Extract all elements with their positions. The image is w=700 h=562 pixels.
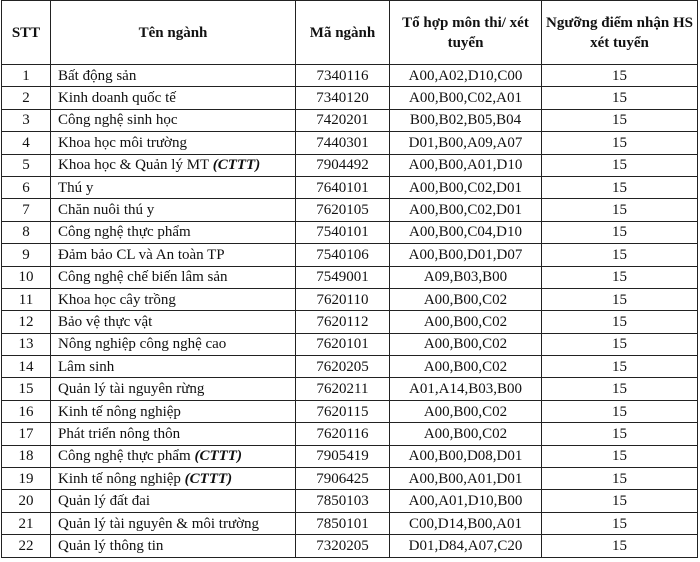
row-stt: 7 (2, 199, 51, 221)
row-major-name (51, 154, 296, 176)
row-major-code: 7540101 (296, 221, 390, 243)
row-score-threshold: 15 (542, 535, 698, 557)
row-major-code: 7620115 (296, 400, 390, 422)
row-stt: 19 (2, 468, 51, 490)
row-score-threshold: 15 (542, 512, 698, 534)
admissions-table (1, 0, 698, 558)
table-row (2, 154, 698, 176)
row-stt: 21 (2, 512, 51, 534)
major-name-text: Công nghệ thực phẩm (58, 224, 191, 241)
major-name-text: Chăn nuôi thú y (58, 202, 155, 219)
row-major-name (51, 356, 296, 378)
row-stt: 17 (2, 423, 51, 445)
major-name-text: Quản lý đất đai (58, 493, 151, 510)
row-score-threshold: 15 (542, 132, 698, 154)
row-stt: 12 (2, 311, 51, 333)
table-body (2, 65, 698, 558)
row-stt: 4 (2, 132, 51, 154)
table-row (2, 244, 698, 266)
row-score-threshold: 15 (542, 109, 698, 131)
row-subject-combination: A00,A02,D10,C00 (390, 65, 542, 87)
table-row (2, 87, 698, 109)
row-stt: 16 (2, 400, 51, 422)
row-subject-combination: A00,B00,A01,D01 (390, 468, 542, 490)
row-stt: 5 (2, 154, 51, 176)
row-score-threshold: 15 (542, 65, 698, 87)
row-subject-combination: B00,B02,B05,B04 (390, 109, 542, 131)
row-score-threshold: 15 (542, 311, 698, 333)
row-major-code: 7620205 (296, 356, 390, 378)
table-row (2, 445, 698, 467)
major-name-text: Thú y (58, 179, 94, 196)
major-name-text: Quản lý tài nguyên rừng (58, 381, 205, 398)
header-stt: STT (2, 1, 51, 65)
row-stt: 3 (2, 109, 51, 131)
row-subject-combination: A00,B00,C02,D01 (390, 176, 542, 198)
row-major-code: 7620116 (296, 423, 390, 445)
row-subject-combination: A00,B00,C02,D01 (390, 199, 542, 221)
header-score-threshold: Ngưỡng điểm nhận HS xét tuyển (542, 1, 698, 65)
row-major-name (51, 378, 296, 400)
major-name-text: Đảm bảo CL và An toàn TP (58, 246, 225, 263)
table-row (2, 288, 698, 310)
row-major-code: 7340120 (296, 87, 390, 109)
row-major-name (51, 288, 296, 310)
row-major-name (51, 333, 296, 355)
row-major-code: 7620105 (296, 199, 390, 221)
row-major-name (51, 311, 296, 333)
table-row (2, 132, 698, 154)
row-score-threshold: 15 (542, 221, 698, 243)
table-row (2, 176, 698, 198)
row-major-code: 7320205 (296, 535, 390, 557)
row-major-code: 7905419 (296, 445, 390, 467)
row-major-name (51, 468, 296, 490)
row-subject-combination: A00,B00,C04,D10 (390, 221, 542, 243)
row-score-threshold: 15 (542, 154, 698, 176)
row-stt: 8 (2, 221, 51, 243)
major-name-text: Công nghệ sinh học (58, 112, 178, 129)
program-tag: (CTTT) (212, 157, 261, 174)
row-subject-combination: C00,D14,B00,A01 (390, 512, 542, 534)
table-row (2, 423, 698, 445)
row-major-name (51, 266, 296, 288)
row-subject-combination: A00,B00,A01,D10 (390, 154, 542, 176)
row-subject-combination: D01,D84,A07,C20 (390, 535, 542, 557)
major-name-text: Khoa học cây trồng (58, 291, 176, 308)
row-score-threshold: 15 (542, 490, 698, 512)
major-name-text: Nông nghiệp công nghệ cao (58, 336, 227, 353)
row-major-code: 7906425 (296, 468, 390, 490)
row-score-threshold: 15 (542, 288, 698, 310)
row-subject-combination: A00,B00,C02,A01 (390, 87, 542, 109)
program-tag: (CTTT) (194, 448, 242, 465)
row-score-threshold: 15 (542, 378, 698, 400)
row-score-threshold: 15 (542, 244, 698, 266)
row-major-code: 7620110 (296, 288, 390, 310)
row-major-name (51, 132, 296, 154)
table-row (2, 468, 698, 490)
row-stt: 1 (2, 65, 51, 87)
row-score-threshold: 15 (542, 87, 698, 109)
table-row (2, 221, 698, 243)
row-major-code: 7620101 (296, 333, 390, 355)
row-score-threshold: 15 (542, 333, 698, 355)
row-stt: 11 (2, 288, 51, 310)
major-name-text: Bất động sản (58, 67, 137, 84)
row-major-code: 7440301 (296, 132, 390, 154)
table-row (2, 490, 698, 512)
row-major-name (51, 87, 296, 109)
row-major-code: 7640101 (296, 176, 390, 198)
row-major-name (51, 176, 296, 198)
row-subject-combination: A01,A14,B03,B00 (390, 378, 542, 400)
row-subject-combination: A00,B00,D08,D01 (390, 445, 542, 467)
header-major-code: Mã ngành (296, 1, 390, 65)
row-stt: 10 (2, 266, 51, 288)
row-subject-combination: A00,B00,C02 (390, 356, 542, 378)
row-major-code: 7850103 (296, 490, 390, 512)
table-row (2, 400, 698, 422)
header-row (2, 1, 698, 65)
row-subject-combination: A09,B03,B00 (390, 266, 542, 288)
row-major-code: 7620211 (296, 378, 390, 400)
header-major-name: Tên ngành (51, 1, 296, 65)
table-row (2, 356, 698, 378)
major-name-text: Quản lý thông tin (58, 537, 164, 554)
row-major-name (51, 400, 296, 422)
major-name-text: Khoa học & Quản lý MT (58, 157, 209, 174)
row-major-name (51, 490, 296, 512)
row-subject-combination: A00,B00,D01,D07 (390, 244, 542, 266)
table-row (2, 311, 698, 333)
row-stt: 14 (2, 356, 51, 378)
row-major-code: 7340116 (296, 65, 390, 87)
table-row (2, 378, 698, 400)
major-name-text: Kinh doanh quốc tế (58, 90, 176, 107)
header-subject-combination: Tổ hợp môn thi/ xét tuyển (390, 1, 542, 65)
major-name-text: Kinh tế nông nghiệp (58, 470, 181, 487)
row-stt: 13 (2, 333, 51, 355)
table-header (2, 1, 698, 65)
table-row (2, 199, 698, 221)
row-major-code: 7850101 (296, 512, 390, 534)
table-row (2, 65, 698, 87)
row-score-threshold: 15 (542, 445, 698, 467)
row-subject-combination: D01,B00,A09,A07 (390, 132, 542, 154)
row-major-name (51, 221, 296, 243)
program-tag: (CTTT) (184, 470, 233, 487)
major-name-text: Khoa học môi trường (58, 134, 187, 151)
row-major-code: 7904492 (296, 154, 390, 176)
row-stt: 9 (2, 244, 51, 266)
row-score-threshold: 15 (542, 400, 698, 422)
row-stt: 22 (2, 535, 51, 557)
major-name-text: Phát triển nông thôn (58, 425, 181, 442)
major-name-text: Bảo vệ thực vật (58, 313, 153, 330)
major-name-text: Công nghệ chế biến lâm sản (58, 269, 228, 286)
row-major-name (51, 445, 296, 467)
row-subject-combination: A00,B00,C02 (390, 311, 542, 333)
row-score-threshold: 15 (542, 423, 698, 445)
major-name-text: Lâm sinh (58, 358, 115, 375)
major-name-text: Kinh tế nông nghiệp (58, 403, 181, 420)
row-major-code: 7549001 (296, 266, 390, 288)
row-stt: 18 (2, 445, 51, 467)
row-score-threshold: 15 (542, 468, 698, 490)
row-stt: 6 (2, 176, 51, 198)
row-major-name (51, 512, 296, 534)
row-major-name (51, 65, 296, 87)
row-stt: 15 (2, 378, 51, 400)
row-subject-combination: A00,B00,C02 (390, 400, 542, 422)
row-major-name (51, 535, 296, 557)
major-name-text: Công nghệ thực phẩm (58, 448, 191, 465)
row-subject-combination: A00,A01,D10,B00 (390, 490, 542, 512)
table-row (2, 535, 698, 557)
table-row (2, 266, 698, 288)
table-row (2, 109, 698, 131)
row-major-name (51, 244, 296, 266)
row-major-name (51, 199, 296, 221)
row-subject-combination: A00,B00,C02 (390, 288, 542, 310)
row-score-threshold: 15 (542, 199, 698, 221)
row-major-code: 7540106 (296, 244, 390, 266)
major-name-text: Quản lý tài nguyên & môi trường (58, 515, 260, 532)
row-major-code: 7620112 (296, 311, 390, 333)
row-subject-combination: A00,B00,C02 (390, 333, 542, 355)
row-subject-combination: A00,B00,C02 (390, 423, 542, 445)
table-row (2, 512, 698, 534)
row-score-threshold: 15 (542, 266, 698, 288)
row-score-threshold: 15 (542, 356, 698, 378)
row-score-threshold: 15 (542, 176, 698, 198)
table-row (2, 333, 698, 355)
row-major-name (51, 423, 296, 445)
row-stt: 2 (2, 87, 51, 109)
row-major-name (51, 109, 296, 131)
row-major-code: 7420201 (296, 109, 390, 131)
row-stt: 20 (2, 490, 51, 512)
